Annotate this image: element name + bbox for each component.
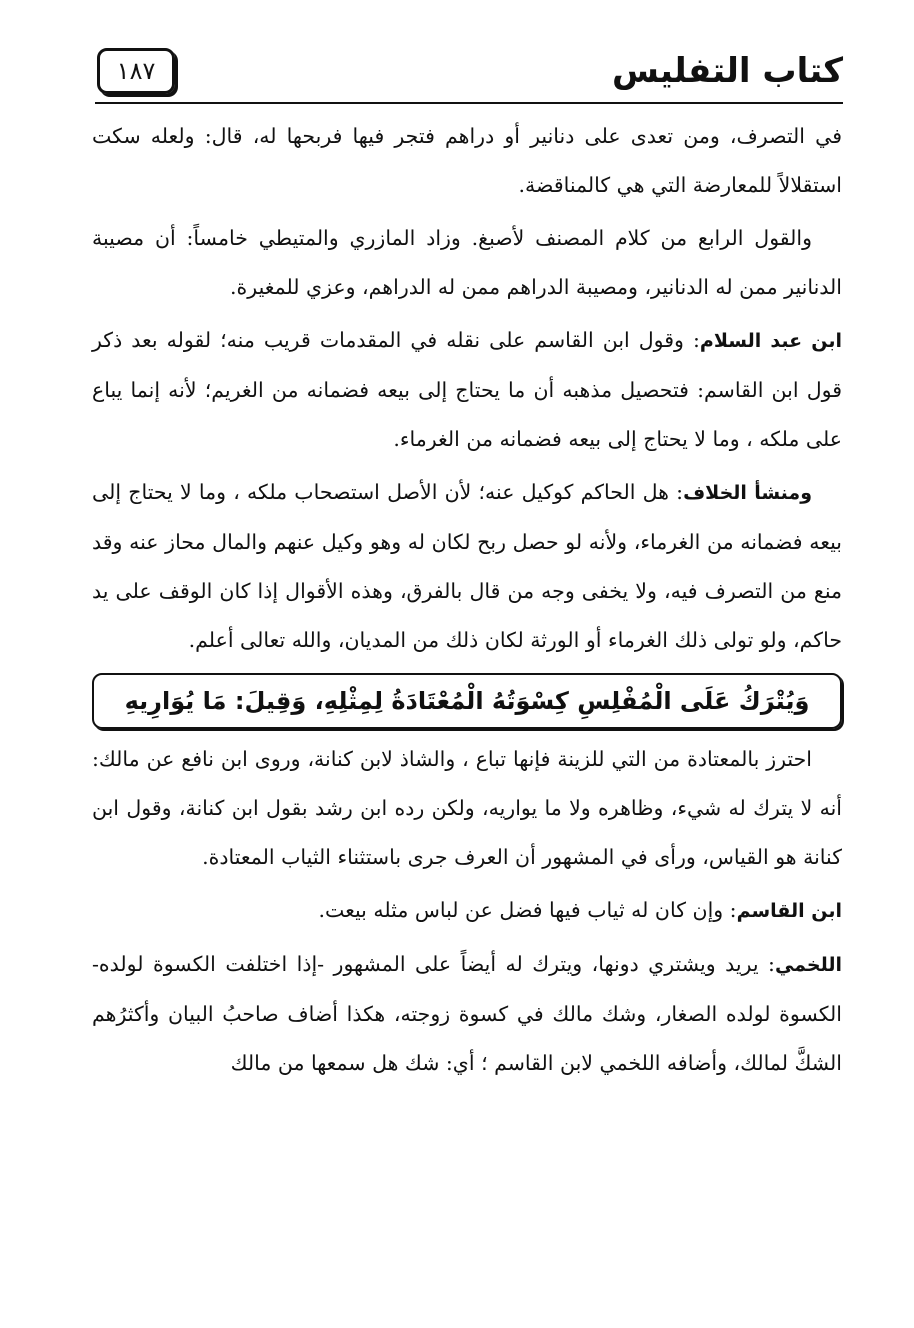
page-body: [92, 112, 842, 1092]
paragraph-5: احترز بالمعتادة من التي للزينة فإنها تباع ، والشاذ لابن كنانة، وروى ابن نافع عن مالك: أنه لا يترك له شيء، وظاهره ولا ما يواريه، ولكن رده ابن رشد بقول ابن كنانة، وقول ابن كنانة هو القياس، ورأى في المشهور أن العرف جرى باستثناء الثياب المعتادة.: [92, 747, 842, 869]
book-title: كتاب التفليس: [611, 51, 843, 91]
paragraph-4: [92, 468, 842, 665]
page-number-box: [97, 48, 175, 94]
paragraph-1: في التصرف، ومن تعدى على دنانير أو دراهم فتجر فيها فربحها له، قال: ولعله سكت استقلالاً للمعارضة التي هي كالمناقضة.: [92, 124, 842, 197]
paragraph-7-text: : يريد ويشتري دونها، ويترك له أيضاً على المشهور -إذا اختلفت الكسوة لولده- الكسوة لولده الصغار، وشك مالك في كسوة زوجته، هكذا أضاف صاحبُ البيان وأكثرُهم الشكَّ لمالك، وأضافه اللخمي لابن القاسم ؛ أي: شك هل سمعها من مالك: [92, 952, 842, 1075]
paragraph-7: [92, 940, 842, 1088]
page-number: ١٨٧: [116, 57, 156, 85]
paragraph-6: [92, 886, 842, 936]
matn-text: وَيُتْرَكُ عَلَى الْمُفْلِسِ كِسْوَتُهُ الْمُعْتَادَةُ لِمِثْلِهِ، وَقِيلَ: مَا يُوَارِيهِ: [124, 687, 810, 715]
paragraph-3-lead: ابن عبد السلام: [699, 330, 842, 352]
paragraph-6-lead: ابن القاسم: [736, 900, 842, 922]
paragraph-3: [92, 316, 842, 464]
header-divider: [95, 102, 843, 104]
paragraph-2: والقول الرابع من كلام المصنف لأصبغ. وزاد المازري والمتيطي خامساً: أن مصيبة الدنانير ممن له الدنانير، ومصيبة الدراهم ممن له الدراهم، وعزي للمغيرة.: [92, 226, 842, 299]
paragraph-4-text: : هل الحاكم كوكيل عنه؛ لأن الأصل استصحاب ملكه ، وما لا يحتاج إلى بيعه فضمانه من الغرماء، ولأنه لو حصل ربح لكان له وهو وكيل عنهم والمال محاز عنه وقد منع من التصرف فيه، ولا يخفى وجه من قال بالفرق، وهذه الأقوال إذا كان الوقف على يد حاكم، ولو تولى ذلك الغرماء أو الورثة لكان ذلك من المديان، والله تعالى أعلم.: [92, 480, 842, 652]
paragraph-3-text: : وقول ابن القاسم على نقله في المقدمات قريب منه؛ لقوله بعد ذكر قول ابن القاسم: فتحصيل مذهبه أن ما يحتاج إلى بيعه فضمانه من الغريم؛ لأنه إنما يباع على ملكه ، وما لا يحتاج إلى بيعه فضمانه من الغرماء.: [92, 328, 842, 451]
paragraph-6-text: : وإن كان له ثياب فيها فضل عن لباس مثله بيعت.: [318, 898, 737, 922]
matn-box: [92, 673, 842, 729]
page-header: [95, 44, 843, 106]
paragraph-7-lead: اللخمي: [774, 954, 842, 976]
paragraph-4-lead: ومنشأ الخلاف: [683, 482, 812, 504]
